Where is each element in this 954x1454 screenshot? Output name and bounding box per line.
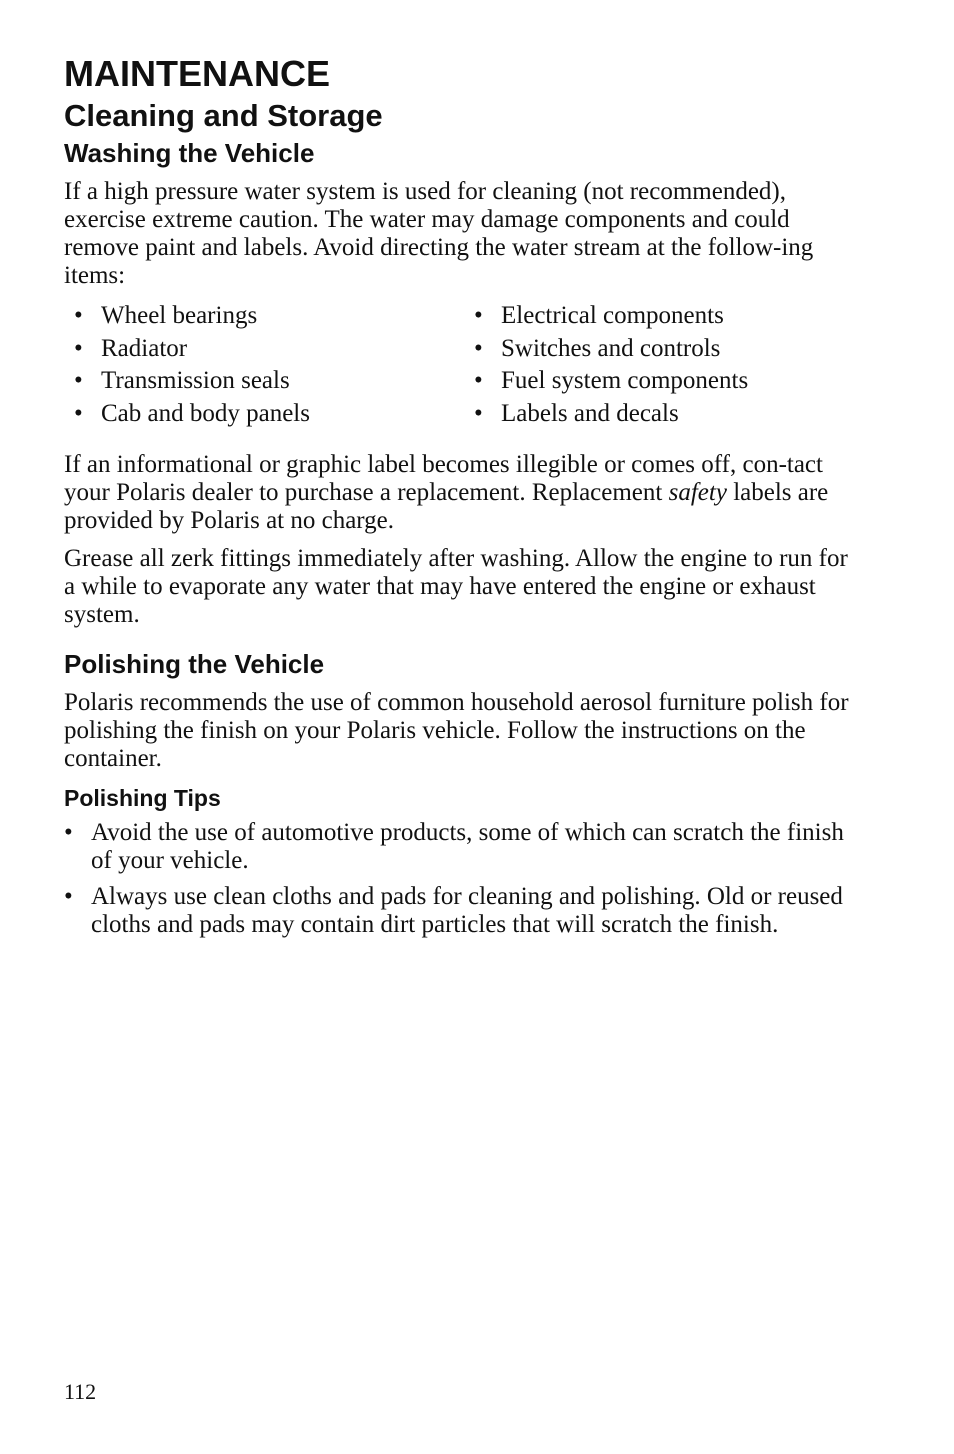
- list-item-text: Transmission seals: [101, 367, 290, 395]
- bullet-icon: •: [474, 302, 483, 329]
- list-item-text: Labels and decals: [501, 400, 679, 428]
- list-item-text: Radiator: [101, 334, 188, 362]
- bullet-icon: •: [74, 334, 83, 362]
- bullet-icon: •: [74, 302, 83, 329]
- list-item: [464, 300, 864, 333]
- list-item-text: Cab and body panels: [101, 400, 310, 428]
- washing-items-list: [64, 300, 864, 431]
- list-item: [64, 819, 864, 875]
- list-item-text: Electrical components: [501, 302, 724, 329]
- label-para-text: If an informational or graphic label becomes illegible or comes off, con-tact your Polaris dealer to purchase a replacement. Replacement: [64, 450, 823, 506]
- bullet-icon: •: [64, 882, 73, 910]
- list-item-text: Fuel system components: [501, 367, 749, 395]
- label-replacement-paragraph: [64, 451, 864, 535]
- list-item: [64, 300, 464, 333]
- list-item: [64, 365, 464, 398]
- washing-intro-paragraph: If a high pressure water system is used for cleaning (not recommended), exercise extreme caution. The water may damage components and could remove paint and labels. Avoid directing the water stream at the follow-ing items:: [64, 178, 814, 289]
- list-item: [464, 398, 864, 431]
- washing-items-right-column: [464, 300, 864, 431]
- list-item: [64, 333, 464, 366]
- tip-text: Avoid the use of automotive products, some of which can scratch the finish of your vehicle.: [91, 818, 844, 874]
- label-para-text-end: labels are provided by Polaris at no charge.: [64, 478, 829, 534]
- list-item-text: Switches and controls: [501, 334, 721, 362]
- page-content: [64, 52, 864, 947]
- section-title: MAINTENANCE: [64, 53, 330, 94]
- bullet-icon: •: [474, 334, 483, 362]
- bullet-icon: •: [74, 400, 83, 428]
- list-item-text: Wheel bearings: [101, 302, 258, 329]
- page-number: 112: [64, 1379, 97, 1404]
- safety-emphasis: safety: [668, 478, 727, 506]
- grease-paragraph: Grease all zerk fittings immediately after washing. Allow the engine to run for a while to evaporate any water that may have entered the engine or exhaust system.: [64, 544, 848, 628]
- bullet-icon: •: [74, 367, 83, 395]
- polishing-tips-heading: Polishing Tips: [64, 784, 221, 811]
- bullet-icon: •: [64, 818, 73, 846]
- polishing-intro-paragraph: Polaris recommends the use of common household aerosol furniture polish for polishing the finish on your Polaris vehicle. Follow the instructions on the container.: [64, 688, 849, 772]
- chapter-title: Cleaning and Storage: [64, 98, 383, 133]
- bullet-icon: •: [474, 400, 483, 428]
- list-item: [64, 883, 864, 939]
- washing-heading: Washing the Vehicle: [64, 138, 315, 168]
- bullet-icon: •: [474, 367, 483, 395]
- list-item: [64, 398, 464, 431]
- list-item: [464, 333, 864, 366]
- polishing-heading: Polishing the Vehicle: [64, 648, 325, 679]
- tip-text: Always use clean cloths and pads for cleaning and polishing. Old or reused cloths and pads may contain dirt particles that will scratch the finish.: [91, 882, 843, 938]
- washing-items-left-column: [64, 300, 464, 431]
- polishing-tips-list: [64, 819, 864, 939]
- list-item: [464, 365, 864, 398]
